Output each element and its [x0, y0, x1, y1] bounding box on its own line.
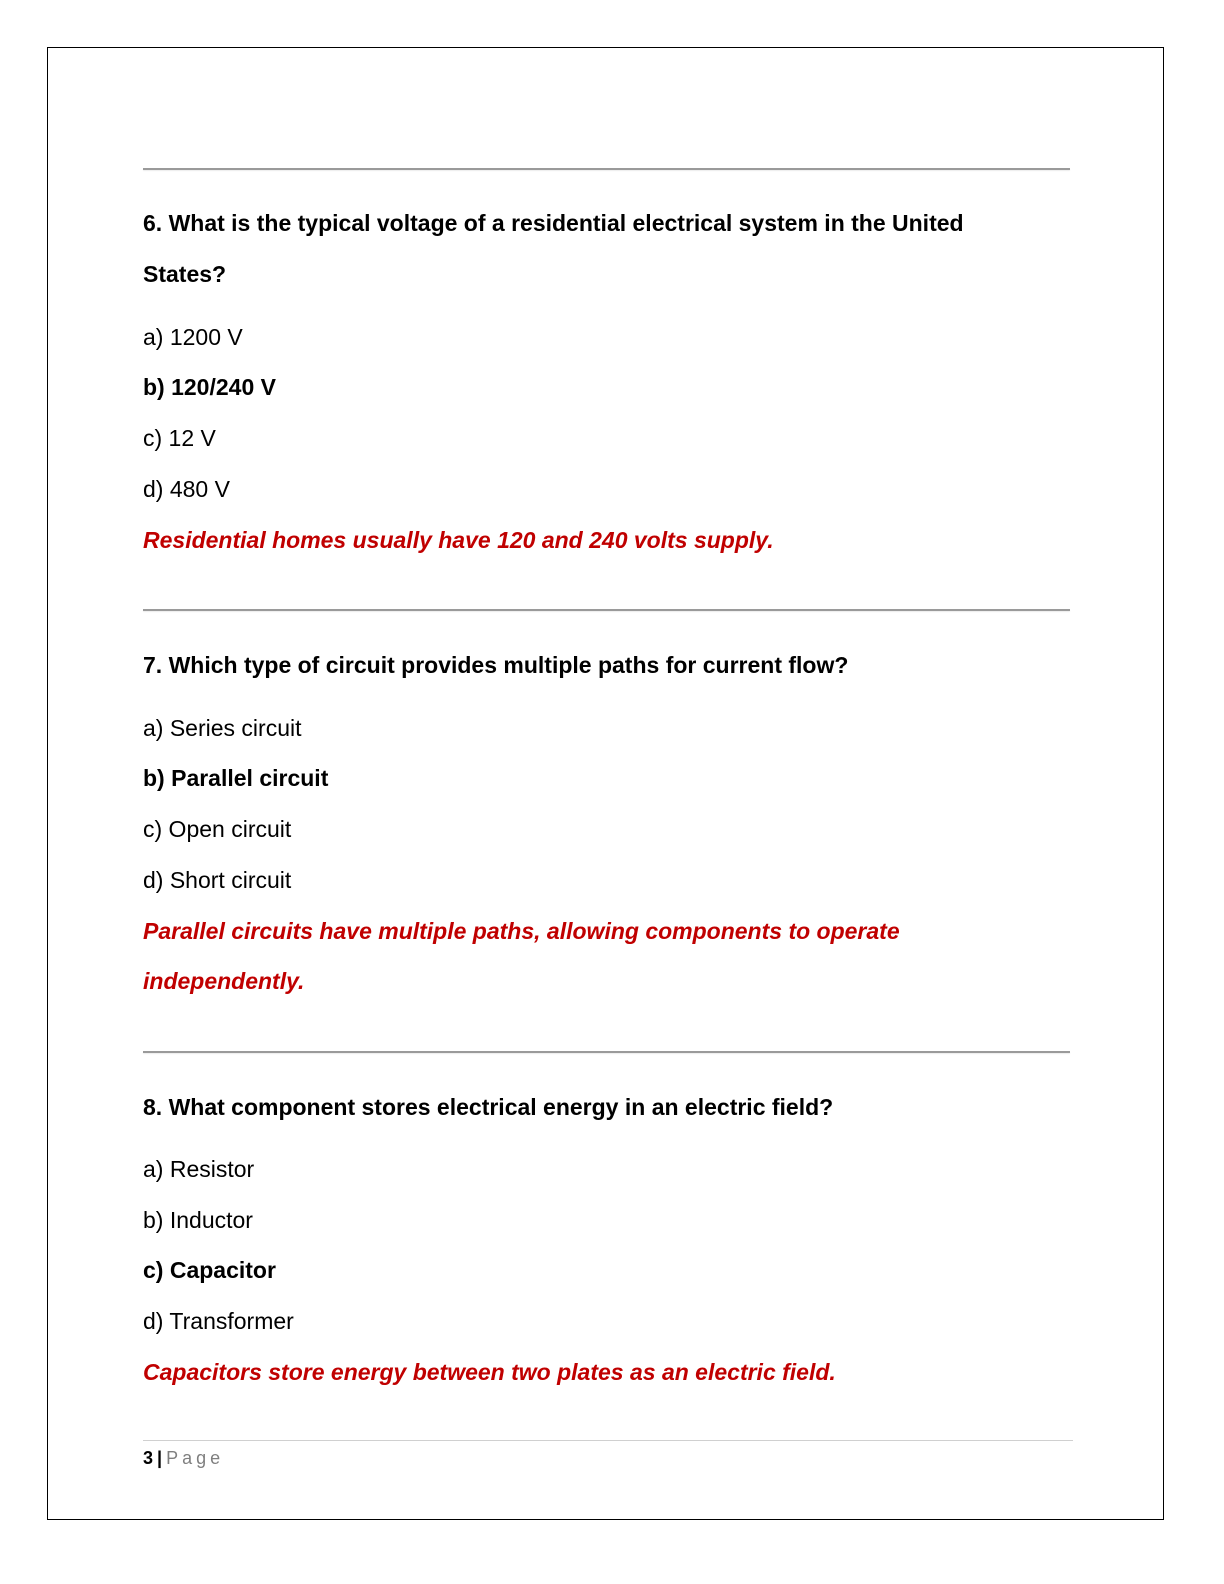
- page-number: 3: [143, 1448, 154, 1468]
- question-6-option-c: c) 12 V: [143, 425, 216, 451]
- question-8-option-c-correct: c) Capacitor: [143, 1257, 276, 1283]
- section-divider: [143, 609, 1070, 611]
- question-6-option-b-correct: b) 120/240 V: [143, 374, 276, 400]
- question-7-option-b-correct: b) Parallel circuit: [143, 765, 329, 791]
- footer-separator: |: [157, 1448, 163, 1468]
- question-8-line-1: 8. What component stores electrical energy in an electric field?: [143, 1094, 834, 1120]
- question-6-line-1: 6. What is the typical voltage of a residential electrical system in the United: [143, 210, 964, 236]
- question-6-explanation: Residential homes usually have 120 and 240 volts supply.: [143, 527, 774, 553]
- question-8-option-a: a) Resistor: [143, 1156, 255, 1182]
- question-6-option-a: a) 1200 V: [143, 324, 243, 350]
- question-7-option-a: a) Series circuit: [143, 715, 302, 741]
- page-footer: [143, 1447, 224, 1469]
- question-6-option-d: d) 480 V: [143, 476, 230, 502]
- footer-rule: [143, 1440, 1073, 1441]
- section-divider: [143, 1051, 1070, 1053]
- question-6-line-2: States?: [143, 261, 227, 287]
- question-8-option-d: d) Transformer: [143, 1308, 294, 1334]
- question-7-line-1: 7. Which type of circuit provides multiple paths for current flow?: [143, 652, 849, 678]
- question-8-explanation: Capacitors store energy between two plates as an electric field.: [143, 1359, 836, 1385]
- question-7-explanation-line-1: Parallel circuits have multiple paths, allowing components to operate: [143, 918, 900, 944]
- question-7-option-d: d) Short circuit: [143, 867, 292, 893]
- page-label: Page: [166, 1448, 225, 1468]
- section-divider: [143, 168, 1070, 170]
- question-7-explanation-line-2: independently.: [143, 968, 305, 994]
- question-7-option-c: c) Open circuit: [143, 816, 292, 842]
- question-8-option-b: b) Inductor: [143, 1207, 253, 1233]
